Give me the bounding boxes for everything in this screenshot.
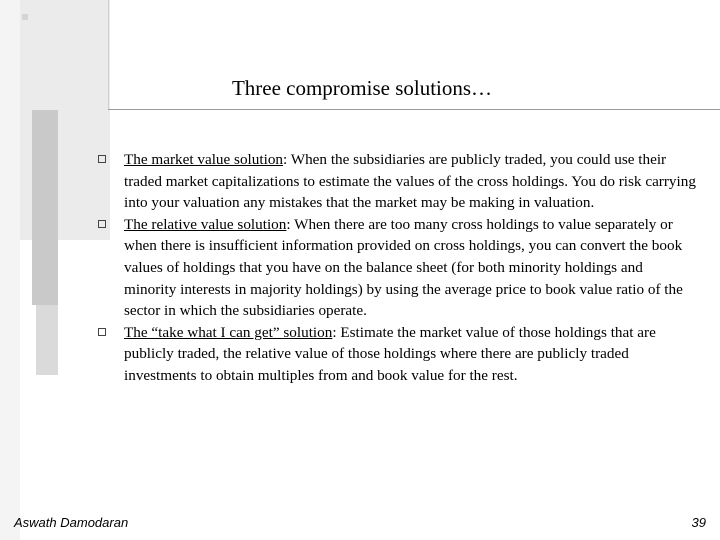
bullet-item-take-what-i-can-get bbox=[96, 322, 696, 387]
title-underline-rule bbox=[108, 109, 720, 110]
left-edge-decoration bbox=[0, 0, 20, 540]
corner-mark-decoration bbox=[22, 14, 28, 20]
bullet-text: : When the subsidiaries are publicly traded, you could use their traded market capitalizations to estimate the values of the cross holdings. You do risk carrying into your valuation any mistakes that the market may be making in valuation. bbox=[124, 151, 696, 212]
footer-page-number: 39 bbox=[691, 515, 706, 530]
slide-title: Three compromise solutions… bbox=[231, 76, 493, 100]
bullet-item-relative-value bbox=[96, 214, 696, 322]
bullet-item-market-value bbox=[96, 149, 696, 214]
bullet-term: The relative value solution bbox=[124, 215, 287, 233]
bullet-term: The market value solution bbox=[124, 151, 284, 168]
bullet-list bbox=[96, 149, 696, 387]
bullet-text: : Estimate the market value of those holdings that are publicly traded, the relative value of those holdings where there are publicly traded investments to obtain multiples from and book value for the rest. bbox=[124, 323, 656, 384]
square-bullet-icon bbox=[98, 155, 106, 163]
vertical-divider bbox=[108, 0, 109, 110]
square-bullet-icon bbox=[98, 220, 106, 228]
left-bar-decoration-lower bbox=[36, 305, 58, 375]
square-bullet-icon bbox=[98, 328, 106, 336]
left-bar-decoration bbox=[32, 110, 58, 305]
bullet-text: : When there are too many cross holdings to value separately or when there is insufficient information provided on cross holdings, you can convert the book values of holdings that you have on the balance sheet (for both minority holdings and minority interests in majority holdings) by using the average price to book value ratio of the sector in which the subsidiaries operate. bbox=[124, 215, 683, 320]
bullet-term: The “take what I can get” solution bbox=[124, 323, 333, 341]
footer-author: Aswath Damodaran bbox=[14, 515, 129, 530]
